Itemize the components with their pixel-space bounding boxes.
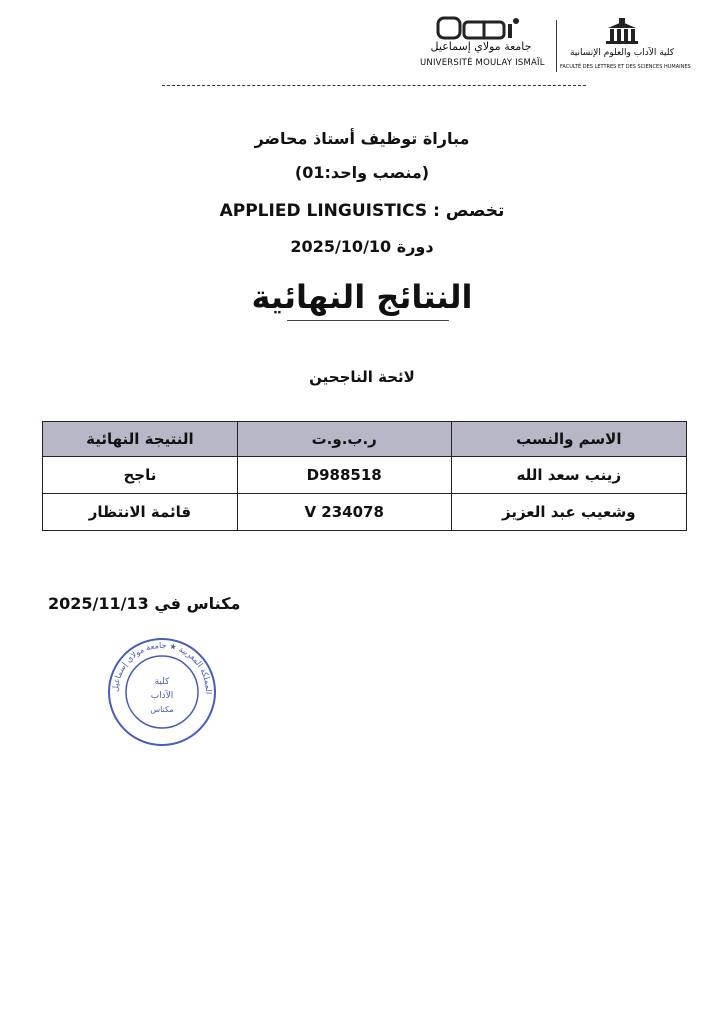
faculty-logo bbox=[560, 14, 691, 80]
header-divider bbox=[556, 20, 557, 72]
umi-logo-mark-icon bbox=[436, 16, 524, 40]
stamp-inner-line3: مكناس bbox=[150, 705, 174, 714]
place-prefix: مكناس في bbox=[154, 594, 241, 613]
table-row bbox=[43, 457, 687, 494]
candidate-id: D988518 bbox=[237, 457, 451, 494]
header-dashed-rule bbox=[162, 85, 586, 86]
session-date: 2025/10/10 bbox=[290, 237, 392, 256]
candidate-result: ناجح bbox=[43, 457, 238, 494]
title-underline bbox=[287, 320, 449, 321]
faculty-name-ar: كلية الآداب والعلوم الإنسانية bbox=[569, 48, 675, 58]
successful-candidates-heading: لائحة الناجحين bbox=[309, 368, 415, 386]
session-label: دورة bbox=[396, 237, 434, 256]
candidate-name: زينب سعد الله bbox=[451, 457, 686, 494]
university-logo bbox=[420, 14, 558, 80]
specialty-value: APPLIED LINGUISTICS : bbox=[219, 201, 440, 221]
competition-title: مباراة توظيف أستاذ محاضر bbox=[254, 129, 470, 148]
table-row bbox=[43, 494, 687, 531]
place-and-date bbox=[48, 594, 308, 613]
stamp-inner-line2: الآداب bbox=[150, 691, 174, 701]
header-name: الاسم والنسب bbox=[451, 422, 686, 457]
stamp-outer-text: المملكة المغربية ★ جامعة مولاي إسماعيل bbox=[110, 640, 214, 695]
header-result: النتيجة النهائية bbox=[43, 422, 238, 457]
stamp-inner-line1: كلية bbox=[154, 677, 170, 687]
candidate-id: V 234078 bbox=[237, 494, 451, 531]
specialty-line bbox=[0, 202, 724, 220]
header-id: ر.ب.و.ت bbox=[237, 422, 451, 457]
faculty-name-fr: FACULTÉ DES LETTRES ET DES SCIENCES HUMAINES bbox=[560, 64, 691, 70]
university-name-fr: UNIVERSITÉ MOULAY ISMAÏL bbox=[420, 58, 545, 68]
university-name-ar: جامعة مولاي إسماعيل bbox=[430, 40, 532, 53]
positions-count: (منصب واحد:01) bbox=[294, 163, 430, 182]
official-stamp bbox=[106, 636, 218, 748]
document-header bbox=[0, 12, 724, 82]
specialty-label: تخصص bbox=[445, 201, 505, 221]
session-line bbox=[0, 238, 724, 256]
results-table bbox=[42, 421, 687, 531]
candidate-name: وشعيب عبد العزيز bbox=[451, 494, 686, 531]
table-header-row bbox=[43, 422, 687, 457]
signature-date: 2025/11/13 bbox=[48, 594, 149, 613]
final-results-title: النتائج النهائية bbox=[251, 278, 473, 316]
candidate-result: قائمة الانتظار bbox=[43, 494, 238, 531]
faculty-building-icon bbox=[602, 16, 642, 46]
